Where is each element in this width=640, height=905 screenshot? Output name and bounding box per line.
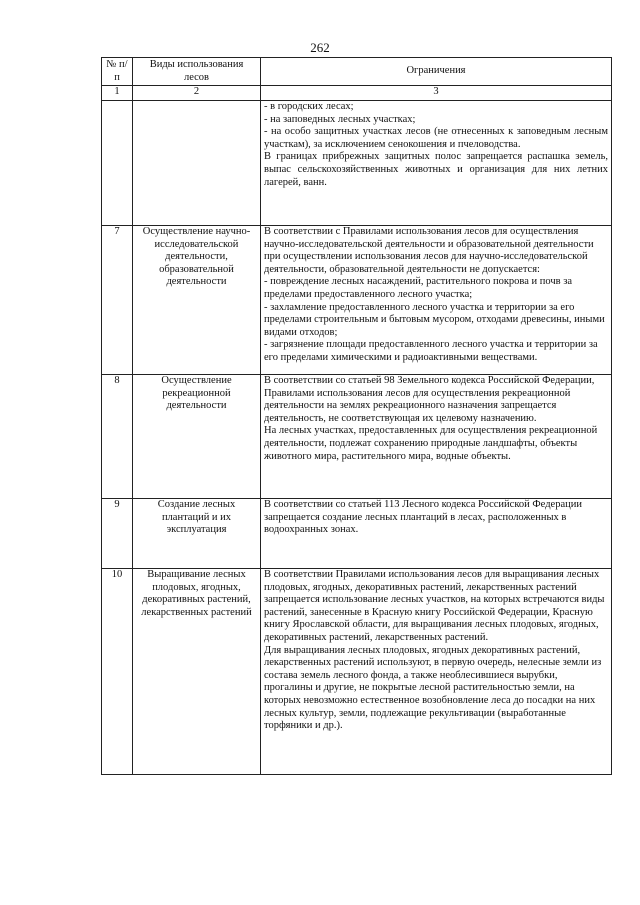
header-usage-type: Виды использования лесов — [133, 58, 261, 86]
table-row — [102, 226, 612, 375]
restriction-line: В соответствии со статьей 98 Земельного кодекса Российской Федерации, Правилами использования лесов для осуществления рекреационной деятельности на землях рекреационного назначения запрещается деятельность, не соответствующая их целевому назначению. — [264, 375, 595, 424]
restriction-line: - повреждение лесных насаждений, растительного покрова и почв за пределами предоставленного лесного участка; — [264, 276, 573, 300]
row-usage-type: Выращивание лесных плодовых, ягодных, декоративных растений, лекарственных растений — [133, 569, 261, 775]
table-row — [102, 375, 612, 499]
column-numbering-row — [102, 86, 612, 101]
column-number-3: 3 — [261, 86, 612, 101]
row-number: 7 — [102, 226, 133, 375]
restriction-line: В соответствии со статьей 113 Лесного кодекса Российской Федерации запрещается создание лесных плантаций в лесах, расположенных в водоохранных зонах. — [264, 499, 582, 536]
restrictions-table — [101, 57, 612, 775]
row-restrictions — [261, 569, 612, 775]
header-restrictions: Ограничения — [261, 58, 612, 86]
table-row — [102, 569, 612, 775]
row-usage-type — [133, 101, 261, 226]
restriction-line: - на заповедных лесных участках; — [264, 113, 416, 125]
restriction-line: В соответствии с Правилами использования лесов для осуществления научно-исследовательской деятельности и образовательной деятельности при осуществлении использования лесов для научно-исследовательской деятельности, образовательной деятельности не допускается: — [264, 226, 594, 275]
restriction-line: - загрязнение площади предоставленного лесного участка и территории за его пределами химическими и радиоактивными веществами. — [264, 339, 598, 363]
restriction-line: На лесных участках, предоставленных для осуществления рекреационной деятельности, подлежат сохранению природные ландшафты, объекты животного мира, растительного мира, водные объекты. — [264, 425, 598, 462]
row-number — [102, 101, 133, 226]
restriction-line: В границах прибрежных защитных полос запрещается распашка земель, выпас сельскохозяйственных животных и организация для них летних лагерей, ванн. — [264, 151, 608, 188]
row-number: 10 — [102, 569, 133, 775]
row-usage-type: Осуществление научно-исследовательской деятельности, образовательной деятельности — [133, 226, 261, 375]
row-restrictions — [261, 101, 612, 226]
header-number: № п/п — [102, 58, 133, 86]
row-restrictions — [261, 499, 612, 569]
table-row — [102, 499, 612, 569]
table-header-row — [102, 58, 612, 86]
column-number-1: 1 — [102, 86, 133, 101]
restriction-line: - захламление предоставленного леcного участка и территории за его пределами строительным и бытовым мусором, отходами древесины, иными видами отходов; — [264, 301, 605, 338]
row-number: 8 — [102, 375, 133, 499]
restriction-line: - на особо защитных участках лесов (не отнесенных к заповедным лесным участкам), за исключением сенокошения и пчеловодства. — [264, 126, 608, 150]
row-usage-type: Осуществление рекреационной деятельности — [133, 375, 261, 499]
column-number-2: 2 — [133, 86, 261, 101]
row-restrictions — [261, 375, 612, 499]
row-restrictions — [261, 226, 612, 375]
page-number: 262 — [310, 40, 330, 55]
restriction-line: - в городских лесах; — [264, 101, 354, 112]
row-usage-type: Создание лесных плантаций и их эксплуатация — [133, 499, 261, 569]
table-row — [102, 101, 612, 226]
restriction-line: Для выращивания лесных плодовых, ягодных декоративных растений, лекарственных растений используют, в первую очередь, нелесные земли из состава земель лесного фонда, а также необлесившиеся вырубки, прогалины и другие, не покрытые лесной растительностью земли, на которых невозможно естественное возобновление леса до посадки на них лесных культур, земли, подлежащие рекультивации (выработанные торфяники и др.). — [264, 644, 602, 732]
row-number: 9 — [102, 499, 133, 569]
restriction-line: В соответствии Правилами использования лесов для выращивания лесных плодовых, ягодных, декоративных растений, лекарственных растений запрещается использование лесных участков, на которых встречаются виды растений, занесенные в Красную книгу Российской Федерации, Красную книгу Ярославской области, для выращивания лесных плодовых, ягодных, декоративных растений, лекарственных растений. — [264, 569, 605, 643]
